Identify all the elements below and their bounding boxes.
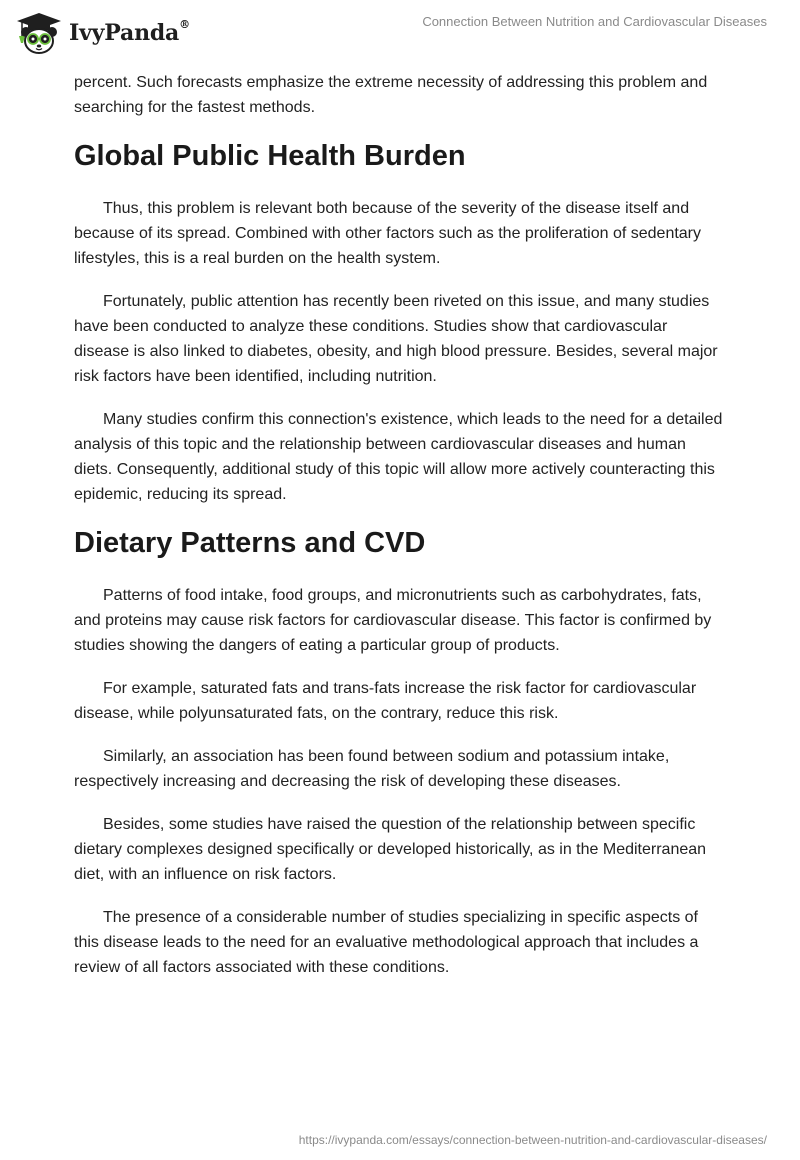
paragraph: Fortunately, public attention has recently been riveted on this issue, and many studies have been conducted to analyze these conditions. Studies show that cardiovascular disease is also linked to diabetes, obesity, and high blood pressure. Besides, several major risk factors have been identified, including nutrition. bbox=[74, 293, 718, 385]
section-heading-dietary-patterns-and-cvd: Dietary Patterns and CVD bbox=[74, 527, 426, 559]
paragraph: Patterns of food intake, food groups, and micronutrients such as carbohydrates, fats, and proteins may cause risk factors for cardiovascular disease. This factor is confirmed by studies showing the dangers of eating a particular group of products. bbox=[74, 587, 712, 654]
document-title: Connection Between Nutrition and Cardiovascular Diseases bbox=[422, 14, 767, 29]
ivypanda-logo[interactable] bbox=[14, 8, 190, 58]
paragraph: Besides, some studies have raised the question of the relationship between specific dietary complexes designed specifically or developed historically, as in the Mediterranean diet, with an influence on risk factors. bbox=[74, 816, 707, 883]
brand-name: IvyPanda® bbox=[69, 18, 190, 46]
panda-icon bbox=[14, 10, 64, 56]
essay-content bbox=[74, 70, 726, 998]
paragraph: Similarly, an association has been found between sodium and potassium intake, respectively increasing and decreasing the risk of developing these diseases. bbox=[74, 748, 670, 790]
paragraph: Many studies confirm this connection's existence, which leads to the need for a detailed analysis of this topic and the relationship between cardiovascular diseases and human diets. Consequently, additional study of this topic will allow more actively counteracting this epidemic, reducing its spread. bbox=[74, 411, 723, 503]
section-heading-global-public-health-burden: Global Public Health Burden bbox=[74, 140, 466, 172]
source-url[interactable]: https://ivypanda.com/essays/connection-between-nutrition-and-cardiovascular-diseases/ bbox=[298, 1133, 767, 1147]
page-header bbox=[0, 0, 800, 66]
paragraph: For example, saturated fats and trans-fats increase the risk factor for cardiovascular disease, while polyunsaturated fats, on the contrary, reduce this risk. bbox=[74, 680, 697, 722]
paragraph: Thus, this problem is relevant both because of the severity of the disease itself and because of its spread. Combined with other factors such as the proliferation of sedentary lifestyles, this is a real burden on the health system. bbox=[74, 200, 702, 267]
paragraph: The presence of a considerable number of studies specializing in specific aspects of this disease leads to the need for an evaluative methodological approach that includes a review of all factors associated with these conditions. bbox=[74, 909, 699, 976]
intro-paragraph: percent. Such forecasts emphasize the extreme necessity of addressing this problem and searching for the fastest methods. bbox=[74, 74, 708, 116]
